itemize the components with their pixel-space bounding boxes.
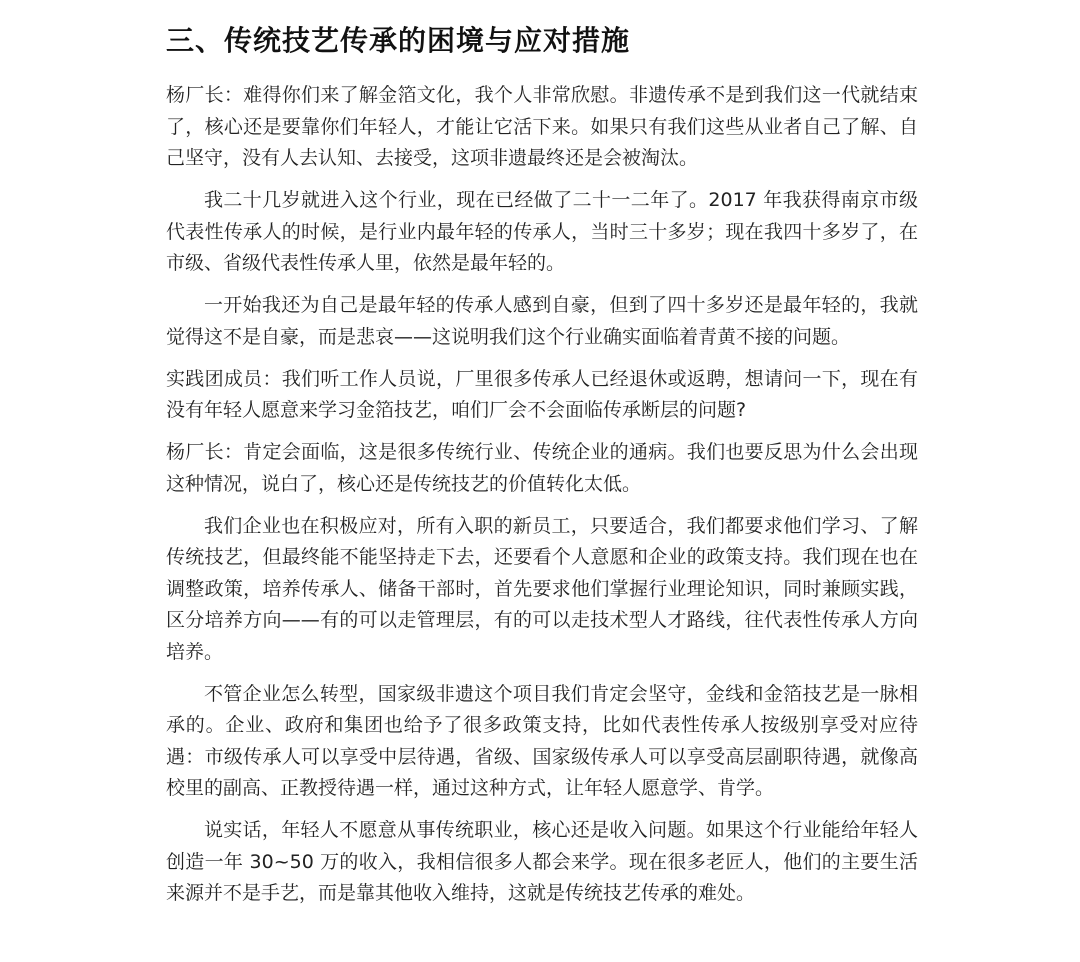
paragraph-8: 说实话，年轻人不愿意从事传统职业，核心还是收入问题。如果这个行业能给年轻人创造一年 30~50 万的收入，我相信很多人都会来学。现在很多老匠人，他们的主要生活来源并不是手艺，而是靠其他收入维持，这就是传统技艺传承的难处。 [166,819,918,904]
document-page [166,18,918,920]
section-title: 三、传统技艺传承的困境与应对措施 [166,24,631,57]
paragraph-6: 我们企业也在积极应对，所有入职的新员工，只要适合，我们都要求他们学习、了解传统技艺，但最终能不能坚持走下去，还要看个人意愿和企业的政策支持。我们现在也在调整政策，培养传承人、储备干部时，首先要求他们掌握行业理论知识，同时兼顾实践，区分培养方向——有的可以走管理层，有的可以走技术型人才路线，往代表性传承人方向培养。 [166,514,918,663]
paragraph-2: 我二十几岁就进入这个行业，现在已经做了二十一二年了。2017 年我获得南京市级代表性传承人的时候，是行业内最年轻的传承人，当时三十多岁；现在我四十多岁了，在市级、省级代表性传承人里，依然是最年轻的。 [166,189,918,274]
paragraph-3: 一开始我还为自己是最年轻的传承人感到自豪，但到了四十多岁还是最年轻的，我就觉得这不是自豪，而是悲哀——这说明我们这个行业确实面临着青黄不接的问题。 [166,294,918,348]
paragraph-4: 实践团成员：我们听工作人员说，厂里很多传承人已经退休或返聘，想请问一下，现在有没有年轻人愿意来学习金箔技艺，咱们厂会不会面临传承断层的问题? [166,367,918,421]
paragraph-7: 不管企业怎么转型，国家级非遗这个项目我们肯定会坚守，金线和金箔技艺是一脉相承的。企业、政府和集团也给予了很多政策支持，比如代表性传承人按级别享受对应待遇：市级传承人可以享受中层待遇，省级、国家级传承人可以享受高层副职待遇，就像高校里的副高、正教授待遇一样，通过这种方式，让年轻人愿意学、肯学。 [166,682,918,799]
paragraph-5: 杨厂长：肯定会面临，这是很多传统行业、传统企业的通病。我们也要反思为什么会出现这种情况，说白了，核心还是传统技艺的价值转化太低。 [166,441,918,495]
paragraph-1: 杨厂长：难得你们来了解金箔文化，我个人非常欣慰。非遗传承不是到我们这一代就结束了，核心还是要靠你们年轻人，才能让它活下来。如果只有我们这些从业者自己了解、自己坚守，没有人去认知、去接受，这项非遗最终还是会被淘汰。 [166,84,918,169]
